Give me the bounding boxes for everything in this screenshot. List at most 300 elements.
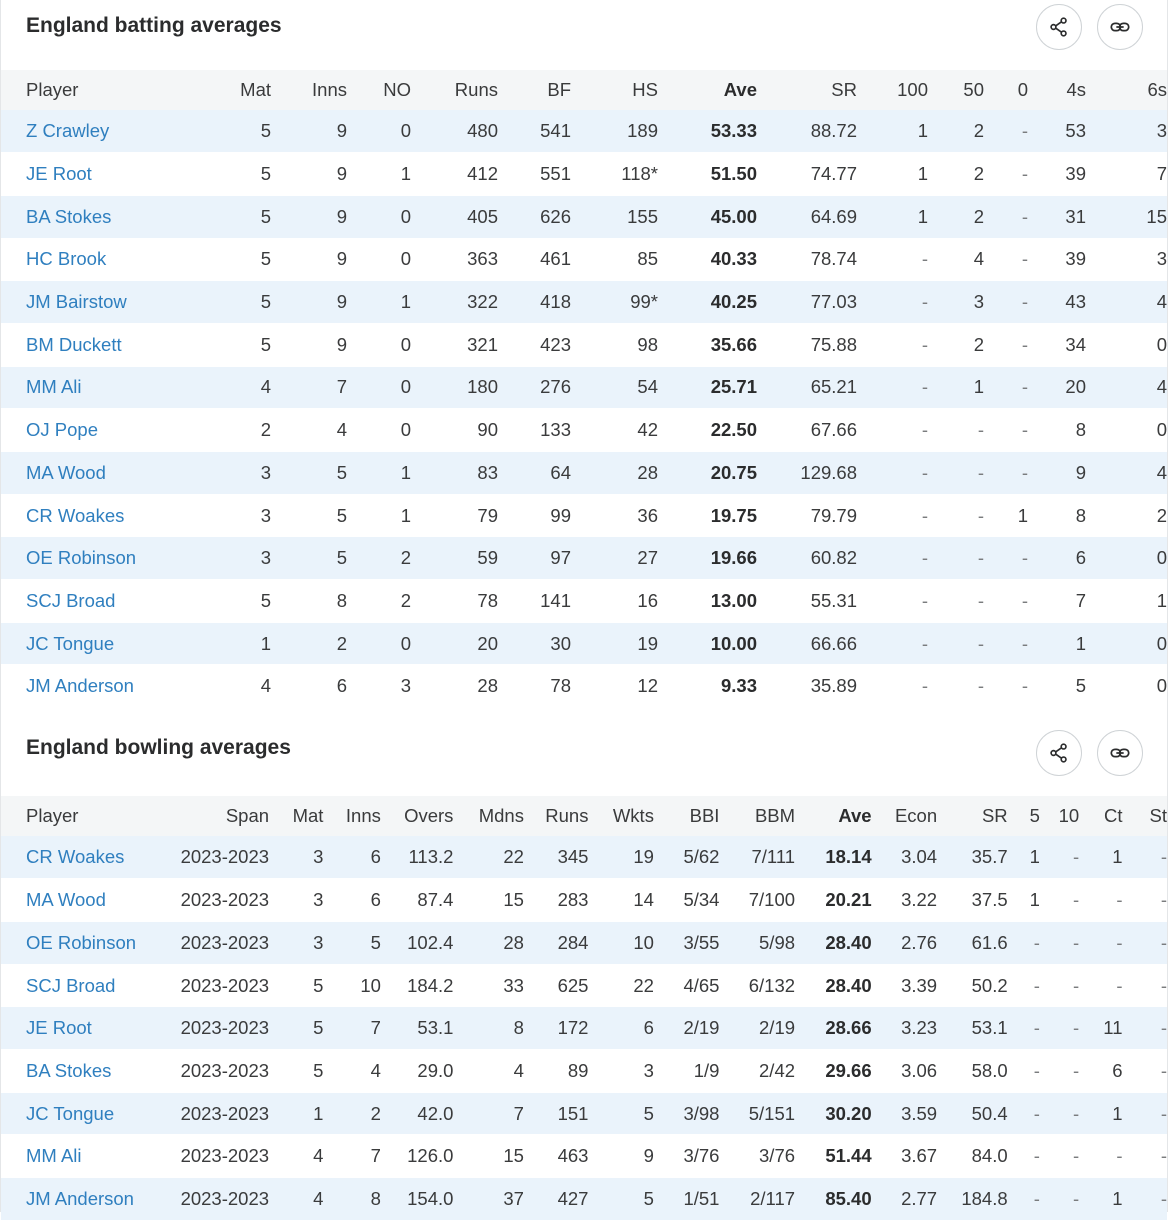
batting-cell-inns: 5 — [336, 504, 347, 526]
batting-cell-100: - — [921, 675, 928, 697]
bowling-cell-5: - — [1033, 931, 1040, 953]
bowling-cell-10: - — [1073, 1145, 1080, 1167]
batting-col-100[interactable]: 100 — [897, 79, 928, 100]
batting-col-no[interactable]: NO — [383, 79, 411, 100]
batting-cell-zero: - — [1021, 419, 1028, 441]
batting-cell-zero: - — [1021, 547, 1028, 569]
batting-cell-4s: 1 — [1075, 632, 1086, 654]
batting-cell-sr: 64.69 — [810, 205, 857, 227]
bowling-share-button[interactable] — [1036, 730, 1082, 776]
bowling-cell-bbi: 3/98 — [683, 1102, 720, 1124]
bowling-cell-5: - — [1033, 974, 1040, 996]
batting-cell-zero: - — [1021, 376, 1028, 398]
batting-cell-4s: 20 — [1065, 376, 1086, 398]
batting-cell-6s: 15 — [1146, 205, 1167, 227]
batting-cell-4s: 8 — [1075, 419, 1086, 441]
bowling-cell-10: - — [1073, 1059, 1080, 1081]
batting-col-bf[interactable]: BF — [547, 79, 571, 100]
batting-cell-inns: 5 — [336, 547, 347, 569]
batting-cell-mat: 5 — [260, 205, 271, 227]
bowling-cell-econ: 3.06 — [901, 1059, 938, 1081]
batting-cell-50: - — [977, 632, 984, 654]
bowling-cell-bbi: 1/9 — [693, 1059, 720, 1081]
bowling-cell-bbm: 3/76 — [759, 1145, 796, 1167]
bowling-col-mdns[interactable]: Mdns — [478, 805, 524, 827]
batting-cell-sr: 129.68 — [800, 461, 857, 483]
bowling-cell-bbi: 5/62 — [683, 846, 720, 868]
batting-cell-4s: 6 — [1075, 547, 1086, 569]
batting-cell-zero: - — [1021, 248, 1028, 270]
batting-col-50[interactable]: 50 — [963, 79, 984, 100]
batting-cell-6s: 2 — [1156, 504, 1167, 526]
batting-cell-sr: 88.72 — [810, 120, 857, 142]
bowling-cell-overs: 87.4 — [417, 889, 454, 911]
batting-cell-4s: 9 — [1075, 461, 1086, 483]
batting-cell-runs: 78 — [477, 589, 498, 611]
bowling-cell-econ: 3.59 — [901, 1102, 938, 1124]
batting-cell-bf: 551 — [540, 163, 571, 185]
bowling-cell-5: - — [1033, 1145, 1040, 1167]
batting-cell-100: - — [921, 547, 928, 569]
batting-cell-sr: 78.74 — [810, 248, 857, 270]
batting-cell-ave: 51.50 — [710, 163, 757, 185]
batting-cell-100: 1 — [917, 163, 928, 185]
bowling-cell-mdns: 33 — [503, 974, 524, 996]
batting-cell-mat: 4 — [260, 675, 271, 697]
batting-cell-100: - — [921, 589, 928, 611]
batting-cell-100: - — [921, 333, 928, 355]
batting-cell-runs: 412 — [467, 163, 498, 185]
bowling-col-ct[interactable]: Ct — [1104, 805, 1123, 827]
bowling-cell-sr: 58.0 — [971, 1059, 1008, 1081]
batting-cell-inns: 6 — [336, 675, 347, 697]
batting-col-sr[interactable]: SR — [831, 79, 857, 100]
bowling-cell-overs: 154.0 — [407, 1187, 454, 1209]
batting-cell-runs: 321 — [467, 333, 498, 355]
batting-cell-50: - — [977, 589, 984, 611]
player-link[interactable]: MA Wood — [26, 889, 106, 911]
player-link[interactable]: BA Stokes — [26, 1059, 112, 1081]
player-link[interactable]: JM Anderson — [26, 675, 134, 697]
batting-cell-100: 1 — [917, 120, 928, 142]
player-link[interactable]: JM Anderson — [26, 1187, 134, 1209]
bowling-row — [1, 879, 1167, 922]
bowling-cell-10: - — [1073, 889, 1080, 911]
bowling-cell-econ: 2.77 — [901, 1187, 938, 1209]
bowling-cell-st: - — [1160, 889, 1167, 911]
bowling-cell-overs: 42.0 — [417, 1102, 454, 1124]
bowling-cell-runs: 89 — [567, 1059, 589, 1081]
bowling-cell-mdns: 28 — [503, 931, 524, 953]
batting-cell-ave: 22.50 — [710, 419, 757, 441]
batting-share-button[interactable] — [1036, 4, 1082, 50]
bowling-col-5[interactable]: 5 — [1029, 805, 1040, 827]
bowling-col-10[interactable]: 10 — [1058, 805, 1080, 827]
bowling-cell-wkts: 10 — [633, 931, 654, 953]
batting-cell-inns: 7 — [336, 376, 347, 398]
batting-cell-6s: 1 — [1156, 589, 1167, 611]
bowling-cell-runs: 625 — [557, 974, 589, 996]
batting-cell-sr: 35.89 — [810, 675, 857, 697]
bowling-cell-mat: 5 — [313, 1017, 324, 1039]
bowling-col-bbi[interactable]: BBI — [689, 805, 720, 827]
bowling-cell-st: - — [1160, 1102, 1167, 1124]
bowling-cell-span: 2023-2023 — [180, 846, 270, 868]
batting-cell-6s: 0 — [1156, 333, 1167, 355]
batting-cell-zero: - — [1021, 205, 1028, 227]
bowling-cell-ave: 29.66 — [825, 1059, 872, 1081]
batting-cell-hs: 54 — [637, 376, 658, 398]
bowling-cell-wkts: 9 — [643, 1145, 654, 1167]
batting-col-ave[interactable]: Ave — [723, 79, 757, 100]
bowling-cell-overs: 29.0 — [417, 1059, 454, 1081]
bowling-cell-ave: 30.20 — [825, 1102, 872, 1124]
bowling-cell-wkts: 3 — [643, 1059, 654, 1081]
batting-cell-mat: 5 — [260, 291, 271, 313]
batting-cell-runs: 59 — [477, 547, 498, 569]
bowling-cell-span: 2023-2023 — [180, 1017, 270, 1039]
batting-col-zero[interactable]: 0 — [1017, 79, 1028, 100]
bowling-cell-econ: 3.04 — [901, 846, 938, 868]
batting-cell-100: - — [921, 461, 928, 483]
batting-cell-bf: 276 — [540, 376, 571, 398]
player-link[interactable]: BA Stokes — [26, 205, 112, 227]
batting-cell-inns: 9 — [336, 291, 347, 313]
batting-cell-4s: 39 — [1065, 248, 1086, 270]
batting-cell-hs: 99* — [630, 291, 658, 313]
batting-cell-4s: 53 — [1065, 120, 1086, 142]
bowling-header-row — [1, 796, 1167, 836]
bowling-cell-econ: 3.39 — [901, 974, 938, 996]
link-icon — [1109, 742, 1131, 764]
batting-cell-zero: - — [1021, 461, 1028, 483]
batting-cell-inns: 9 — [336, 248, 347, 270]
bowling-cell-5: 1 — [1029, 846, 1040, 868]
batting-cell-hs: 155 — [627, 205, 658, 227]
bowling-cell-5: - — [1033, 1059, 1040, 1081]
batting-row — [1, 665, 1167, 708]
batting-col-mat[interactable]: Mat — [240, 79, 271, 100]
bowling-cell-ave: 18.14 — [825, 846, 872, 868]
link-icon — [1109, 16, 1131, 38]
batting-row — [1, 281, 1167, 324]
bowling-col-span[interactable]: Span — [225, 805, 270, 827]
bowling-cell-econ: 3.22 — [901, 889, 938, 911]
batting-cell-6s: 4 — [1156, 291, 1167, 313]
batting-cell-50: 2 — [973, 163, 984, 185]
bowling-cell-wkts: 5 — [643, 1187, 654, 1209]
batting-cell-bf: 541 — [540, 120, 571, 142]
batting-cell-100: - — [921, 376, 928, 398]
batting-cell-6s: 4 — [1156, 376, 1167, 398]
bowling-cell-wkts: 6 — [643, 1017, 654, 1039]
bowling-cell-ct: - — [1116, 974, 1123, 996]
batting-cell-no: 1 — [400, 291, 411, 313]
batting-cell-mat: 5 — [260, 589, 271, 611]
batting-cell-4s: 8 — [1075, 504, 1086, 526]
batting-cell-100: - — [921, 248, 928, 270]
batting-cell-bf: 99 — [550, 504, 571, 526]
player-link[interactable]: MM Ali — [26, 376, 82, 398]
bowling-row — [1, 1092, 1167, 1135]
bowling-cell-ct: 1 — [1112, 1102, 1123, 1124]
batting-cell-ave: 53.33 — [710, 120, 757, 142]
batting-cell-zero: - — [1021, 589, 1028, 611]
batting-cell-6s: 0 — [1156, 675, 1167, 697]
bowling-cell-mdns: 7 — [513, 1102, 524, 1124]
player-link[interactable]: CR Woakes — [26, 846, 125, 868]
bowling-cell-mat: 4 — [313, 1145, 324, 1167]
batting-cell-runs: 90 — [477, 419, 498, 441]
player-link[interactable]: JE Root — [26, 1017, 92, 1039]
batting-cell-no: 0 — [400, 333, 411, 355]
player-link[interactable]: OE Robinson — [26, 547, 137, 569]
bowling-col-overs[interactable]: Overs — [404, 805, 454, 827]
batting-cell-inns: 2 — [336, 632, 347, 654]
batting-col-4s[interactable]: 4s — [1066, 79, 1086, 100]
bowling-cell-runs: 151 — [557, 1102, 589, 1124]
bowling-cell-inns: 7 — [370, 1145, 381, 1167]
bowling-cell-mat: 3 — [313, 846, 324, 868]
bowling-cell-10: - — [1073, 1102, 1080, 1124]
batting-cell-ave: 19.66 — [710, 547, 757, 569]
batting-cell-no: 0 — [400, 632, 411, 654]
batting-cell-bf: 141 — [540, 589, 571, 611]
batting-cell-runs: 405 — [467, 205, 498, 227]
bowling-cell-ave: 85.40 — [825, 1187, 872, 1209]
bowling-col-st[interactable]: St — [1149, 805, 1167, 827]
batting-cell-sr: 79.79 — [810, 504, 857, 526]
bowling-section — [1, 722, 1167, 1221]
bowling-cell-bbm: 5/151 — [748, 1102, 796, 1124]
bowling-cell-st: - — [1160, 846, 1167, 868]
batting-cell-runs: 180 — [467, 376, 498, 398]
batting-cell-zero: 1 — [1017, 504, 1028, 526]
bowling-cell-econ: 2.76 — [901, 931, 938, 953]
batting-cell-ave: 25.71 — [710, 376, 757, 398]
bowling-row — [1, 922, 1167, 965]
batting-cell-zero: - — [1021, 333, 1028, 355]
player-link[interactable]: CR Woakes — [26, 504, 125, 526]
bowling-cell-overs: 53.1 — [417, 1017, 454, 1039]
batting-cell-6s: 0 — [1156, 632, 1167, 654]
bowling-cell-st: - — [1160, 974, 1167, 996]
bowling-cell-wkts: 5 — [643, 1102, 654, 1124]
batting-col-runs[interactable]: Runs — [454, 79, 498, 100]
batting-cell-zero: - — [1021, 291, 1028, 313]
bowling-cell-10: - — [1073, 1017, 1080, 1039]
bowling-cell-mdns: 15 — [503, 889, 524, 911]
bowling-cell-bbi: 2/19 — [683, 1017, 720, 1039]
bowling-cell-runs: 463 — [557, 1145, 589, 1167]
batting-cell-sr: 77.03 — [810, 291, 857, 313]
batting-cell-50: 2 — [973, 120, 984, 142]
bowling-col-sr[interactable]: SR — [981, 805, 1008, 827]
batting-cell-100: - — [921, 419, 928, 441]
bowling-cell-ct: 11 — [1103, 1017, 1123, 1039]
bowling-cell-10: - — [1073, 1187, 1080, 1209]
bowling-cell-mat: 1 — [313, 1102, 324, 1124]
batting-col-player[interactable]: Player — [26, 79, 79, 100]
batting-cell-zero: - — [1021, 632, 1028, 654]
player-link[interactable]: JE Root — [26, 163, 92, 185]
bowling-cell-sr: 53.1 — [971, 1017, 1008, 1039]
batting-cell-bf: 626 — [540, 205, 571, 227]
bowling-cell-bbi: 4/65 — [683, 974, 720, 996]
bowling-cell-ave: 28.40 — [825, 931, 872, 953]
player-link[interactable]: OE Robinson — [26, 931, 137, 953]
bowling-cell-mdns: 4 — [513, 1059, 524, 1081]
bowling-cell-bbi: 5/34 — [683, 889, 720, 911]
batting-cell-4s: 5 — [1075, 675, 1086, 697]
bowling-cell-ct: 1 — [1112, 846, 1123, 868]
batting-cell-bf: 30 — [550, 632, 571, 654]
bowling-cell-sr: 35.7 — [971, 846, 1008, 868]
bowling-cell-span: 2023-2023 — [180, 1187, 270, 1209]
bowling-cell-overs: 184.2 — [407, 974, 454, 996]
bowling-cell-st: - — [1160, 931, 1167, 953]
batting-row — [1, 366, 1167, 409]
bowling-cell-bbm: 2/19 — [759, 1017, 796, 1039]
bowling-cell-sr: 184.8 — [961, 1187, 1008, 1209]
bowling-cell-runs: 427 — [557, 1187, 589, 1209]
bowling-row — [1, 1007, 1167, 1050]
bowling-cell-mdns: 15 — [503, 1145, 524, 1167]
batting-row — [1, 494, 1167, 537]
batting-cell-hs: 85 — [637, 248, 658, 270]
bowling-row — [1, 964, 1167, 1007]
batting-cell-4s: 7 — [1075, 589, 1086, 611]
batting-cell-hs: 118* — [621, 163, 658, 185]
batting-cell-6s: 7 — [1156, 163, 1167, 185]
bowling-col-runs[interactable]: Runs — [545, 805, 589, 827]
bowling-cell-mdns: 22 — [503, 846, 524, 868]
bowling-cell-bbi: 3/55 — [683, 931, 720, 953]
bowling-col-bbm[interactable]: BBM — [754, 805, 796, 827]
bowling-col-econ[interactable]: Econ — [894, 805, 938, 827]
batting-cell-4s: 43 — [1065, 291, 1086, 313]
batting-col-6s[interactable]: 6s — [1147, 79, 1167, 100]
batting-cell-no: 2 — [400, 589, 411, 611]
player-link[interactable]: JC Tongue — [26, 632, 115, 654]
player-link[interactable]: MM Ali — [26, 1145, 82, 1167]
bowling-cell-sr: 61.6 — [971, 931, 1008, 953]
player-link[interactable]: SCJ Broad — [26, 589, 116, 611]
bowling-col-mat[interactable]: Mat — [292, 805, 324, 827]
bowling-cell-span: 2023-2023 — [180, 931, 270, 953]
bowling-cell-10: - — [1073, 931, 1080, 953]
batting-cell-ave: 35.66 — [710, 333, 757, 355]
batting-cell-no: 3 — [400, 675, 411, 697]
player-link[interactable]: BM Duckett — [26, 333, 122, 355]
batting-cell-no: 0 — [400, 419, 411, 441]
batting-row — [1, 409, 1167, 452]
bowling-cell-ave: 28.40 — [825, 974, 872, 996]
batting-cell-50: - — [977, 547, 984, 569]
batting-cell-runs: 363 — [467, 248, 498, 270]
batting-row — [1, 537, 1167, 580]
player-link[interactable]: JM Bairstow — [26, 291, 127, 313]
player-link[interactable]: Z Crawley — [26, 120, 110, 142]
bowling-cell-5: - — [1033, 1017, 1040, 1039]
batting-cell-hs: 16 — [637, 589, 658, 611]
batting-cell-50: - — [977, 504, 984, 526]
bowling-col-ave[interactable]: Ave — [838, 805, 872, 827]
batting-cell-ave: 9.33 — [720, 675, 757, 697]
bowling-cell-inns: 7 — [370, 1017, 381, 1039]
bowling-cell-span: 2023-2023 — [180, 1102, 270, 1124]
batting-cell-runs: 20 — [477, 632, 498, 654]
player-link[interactable]: JC Tongue — [26, 1102, 115, 1124]
batting-cell-inns: 4 — [336, 419, 347, 441]
bowling-col-wkts[interactable]: Wkts — [612, 805, 654, 827]
bowling-cell-ave: 20.21 — [825, 889, 872, 911]
player-link[interactable]: SCJ Broad — [26, 974, 116, 996]
player-link[interactable]: HC Brook — [26, 248, 107, 270]
batting-row — [1, 622, 1167, 665]
bowling-cell-10: - — [1073, 974, 1080, 996]
bowling-cell-sr: 37.5 — [971, 889, 1008, 911]
batting-cell-hs: 42 — [637, 419, 658, 441]
batting-link-button[interactable] — [1097, 4, 1143, 50]
batting-cell-100: 1 — [917, 205, 928, 227]
batting-cell-50: 2 — [973, 205, 984, 227]
batting-header — [1, 0, 1167, 70]
bowling-col-player[interactable]: Player — [26, 805, 79, 827]
bowling-col-inns[interactable]: Inns — [345, 805, 381, 827]
batting-cell-zero: - — [1021, 120, 1028, 142]
batting-table — [1, 70, 1167, 708]
batting-cell-ave: 45.00 — [710, 205, 757, 227]
batting-cell-inns: 9 — [336, 205, 347, 227]
batting-cell-inns: 5 — [336, 461, 347, 483]
bowling-cell-inns: 2 — [370, 1102, 381, 1124]
bowling-cell-inns: 6 — [370, 889, 381, 911]
bowling-cell-ct: 6 — [1112, 1059, 1123, 1081]
bowling-cell-span: 2023-2023 — [180, 1145, 270, 1167]
bowling-cell-wkts: 22 — [633, 974, 654, 996]
batting-cell-hs: 27 — [637, 547, 658, 569]
batting-cell-sr: 65.21 — [810, 376, 857, 398]
bowling-row — [1, 1135, 1167, 1178]
bowling-cell-bbm: 2/42 — [759, 1059, 796, 1081]
batting-cell-sr: 66.66 — [810, 632, 857, 654]
batting-cell-ave: 40.25 — [710, 291, 757, 313]
batting-col-hs[interactable]: HS — [632, 79, 658, 100]
bowling-cell-ct: - — [1116, 1145, 1123, 1167]
batting-cell-mat: 3 — [260, 504, 271, 526]
batting-cell-zero: - — [1021, 163, 1028, 185]
player-link[interactable]: MA Wood — [26, 461, 106, 483]
batting-cell-runs: 28 — [477, 675, 498, 697]
batting-cell-mat: 2 — [260, 419, 271, 441]
batting-cell-hs: 12 — [637, 675, 658, 697]
bowling-cell-mat: 5 — [313, 1059, 324, 1081]
batting-cell-no: 0 — [400, 248, 411, 270]
batting-col-inns[interactable]: Inns — [312, 79, 347, 100]
bowling-cell-ct: 1 — [1112, 1187, 1123, 1209]
batting-cell-no: 0 — [400, 205, 411, 227]
player-link[interactable]: OJ Pope — [26, 419, 98, 441]
bowling-cell-inns: 6 — [370, 846, 381, 868]
batting-cell-bf: 423 — [540, 333, 571, 355]
batting-cell-sr: 75.88 — [810, 333, 857, 355]
bowling-link-button[interactable] — [1097, 730, 1143, 776]
bowling-cell-runs: 283 — [557, 889, 589, 911]
batting-cell-mat: 1 — [260, 632, 271, 654]
batting-cell-hs: 98 — [637, 333, 658, 355]
batting-cell-50: - — [977, 461, 984, 483]
